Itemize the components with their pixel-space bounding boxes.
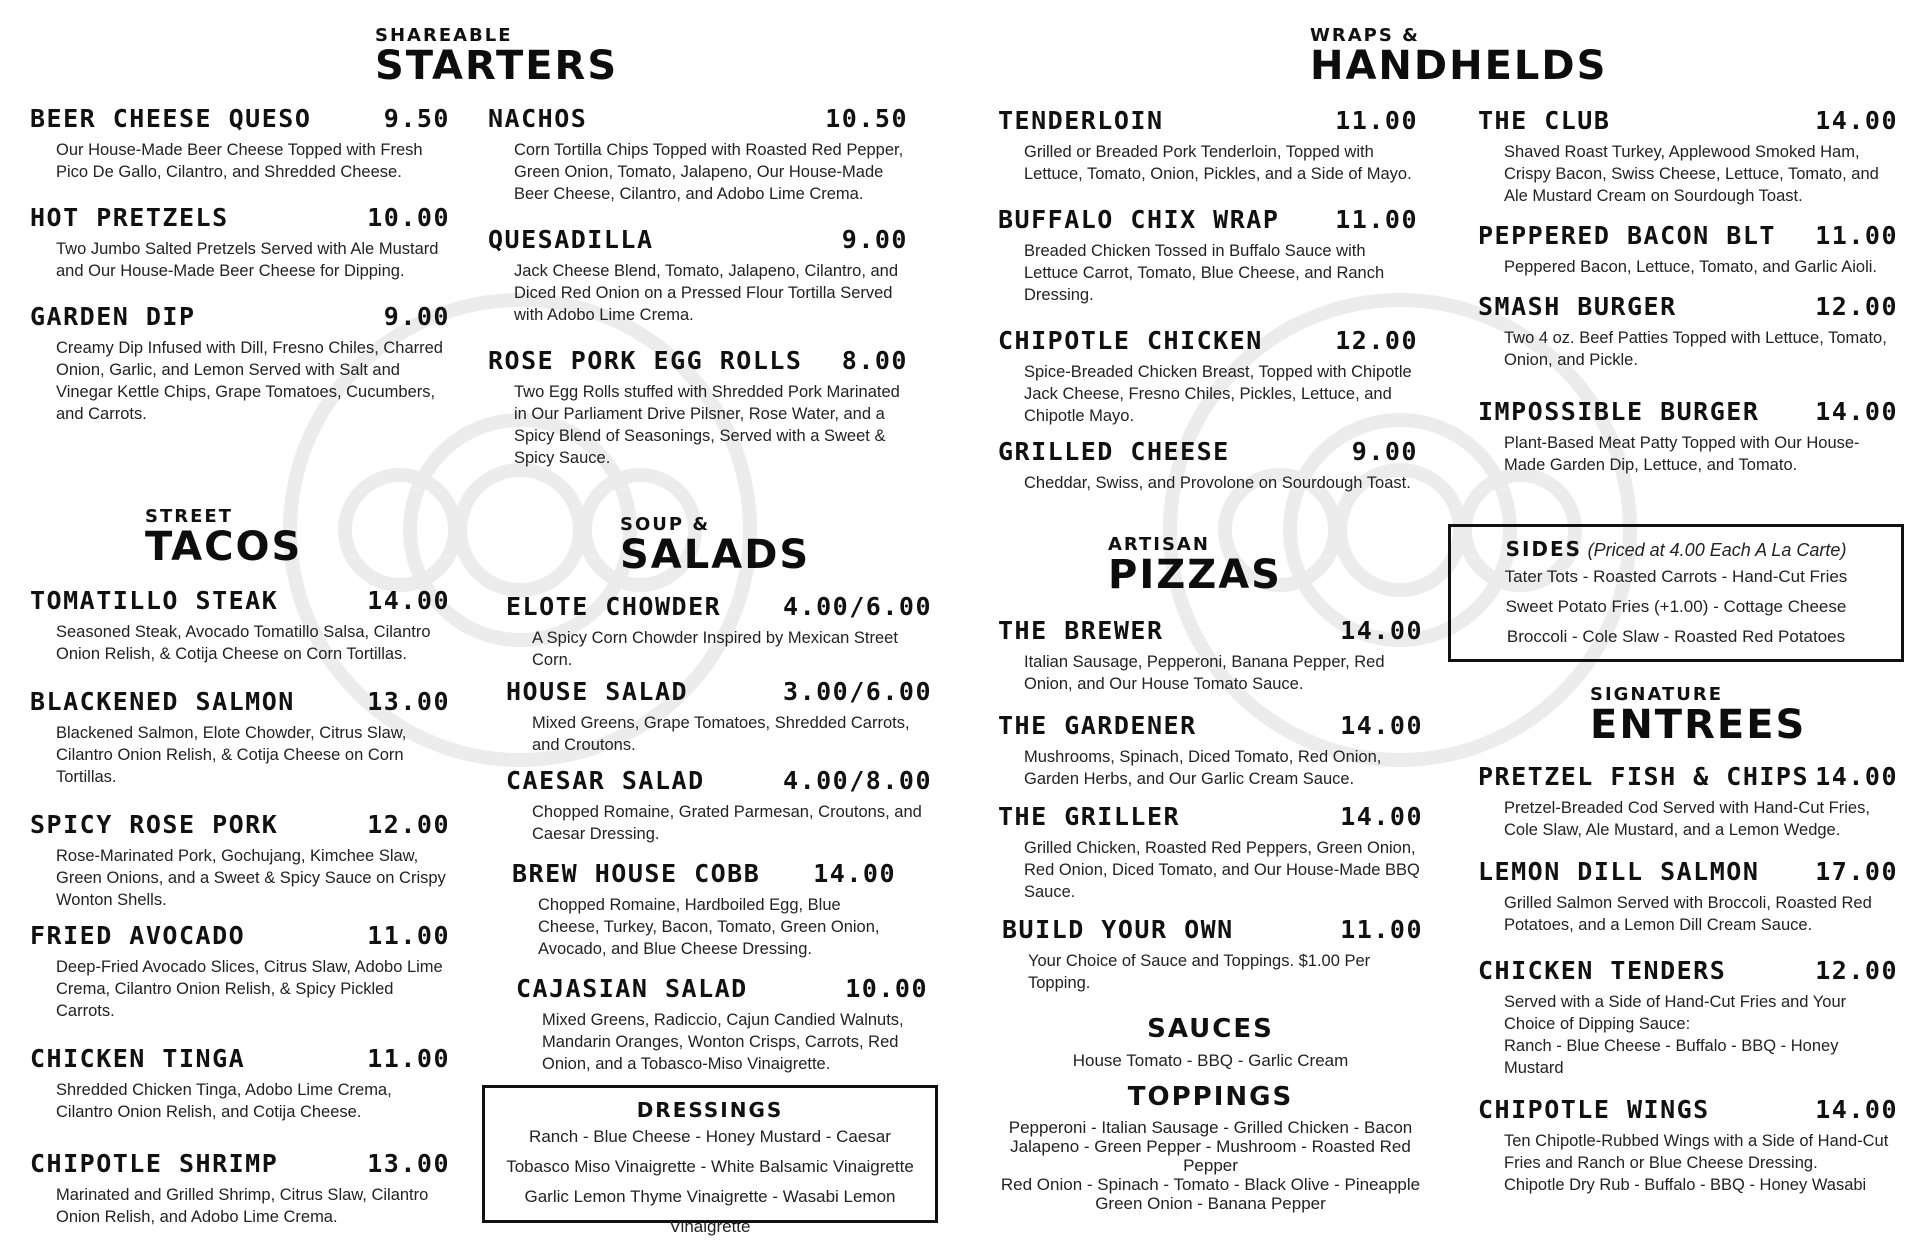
item-name: BLACKENED SALMON: [30, 687, 295, 716]
item-name: PEPPERED BACON BLT: [1478, 221, 1776, 250]
item-price: 14.00: [1340, 711, 1423, 740]
dressings-line: Garlic Lemon Thyme Vinaigrette - Wasabi Lemon Vinaigrette: [524, 1187, 896, 1236]
item-name: HOT PRETZELS: [30, 203, 229, 232]
item-name: ELOTE CHOWDER: [506, 592, 722, 621]
toppings-title: TOPPINGS: [1127, 1082, 1294, 1112]
item-name: BUFFALO CHIX WRAP: [998, 205, 1280, 234]
item-description: Our House-Made Beer Cheese Topped with Fresh Pico De Gallo, Cilantro, and Shredded Cheese.: [56, 141, 423, 181]
menu-item: [998, 437, 1418, 494]
item-price: 11.00: [1335, 106, 1418, 135]
item-description: Shredded Chicken Tinga, Adobo Lime Crema, Cilantro Onion Relish, and Cotija Cheese.: [56, 1081, 392, 1121]
item-description: Grilled Chicken, Roasted Red Peppers, Green Onion, Red Onion, Diced Tomato, and Our House-Made BBQ Sauce.: [1024, 839, 1420, 901]
menu-item: [998, 205, 1418, 306]
sauces-list: House Tomato - BBQ - Garlic Cream: [1072, 1051, 1349, 1070]
menu-item: [30, 302, 450, 425]
starters-right-column: [488, 104, 908, 489]
menu-item: [30, 810, 450, 911]
item-description: Chopped Romaine, Hardboiled Egg, Blue Cheese, Turkey, Bacon, Tomato, Green Onion, Avocado, and Blue Cheese Dressing.: [538, 896, 880, 958]
item-price: 10.00: [845, 974, 928, 1003]
item-name: GRILLED CHEESE: [998, 437, 1230, 466]
item-price: 14.00: [1340, 616, 1423, 645]
menu-item: [30, 203, 450, 282]
sides-line: Tater Tots - Roasted Carrots - Hand-Cut Fries: [1504, 567, 1848, 586]
item-name: TOMATILLO STEAK: [30, 586, 279, 615]
salads-subtitle: SOUP &: [620, 514, 711, 535]
tacos-header: [145, 506, 345, 570]
item-description: Grilled or Breaded Pork Tenderloin, Topped with Lettuce, Tomato, Onion, Pickles, and a Side of Mayo.: [1024, 143, 1412, 183]
menu-item: [488, 346, 908, 469]
item-price: 11.00: [367, 1044, 450, 1073]
entrees-header: [1590, 684, 1830, 748]
item-description: Italian Sausage, Pepperoni, Banana Pepper, Red Onion, and Our House Tomato Sauce.: [1024, 653, 1385, 693]
item-name: TENDERLOIN: [998, 106, 1164, 135]
item-price: 14.00: [1815, 1095, 1898, 1124]
item-description: Ten Chipotle-Rubbed Wings with a Side of Hand-Cut Fries and Ranch or Blue Cheese Dressing.: [1504, 1132, 1889, 1172]
item-name: QUESADILLA: [488, 225, 654, 254]
menu-item: [30, 921, 450, 1022]
item-name: PRETZEL FISH & CHIPS: [1478, 762, 1810, 791]
item-name: NACHOS: [488, 104, 588, 133]
entrees-column: [1478, 762, 1898, 1216]
sauces-title: SAUCES: [1147, 1014, 1274, 1044]
item-price: 9.00: [383, 302, 450, 331]
item-price: 9.50: [383, 104, 450, 133]
handhelds-right-column: [1478, 106, 1898, 496]
item-name: FRIED AVOCADO: [30, 921, 246, 950]
tacos-title: TACOS: [145, 524, 303, 570]
item-price: 10.00: [367, 203, 450, 232]
menu-item: [488, 104, 908, 205]
menu-item: [506, 677, 932, 756]
item-name: IMPOSSIBLE BURGER: [1478, 397, 1760, 426]
tacos-column: [30, 586, 450, 1248]
item-price: 14.00: [1815, 106, 1898, 135]
item-price: 8.00: [841, 346, 908, 375]
menu-item: [30, 1044, 450, 1123]
sides-note: (Priced at 4.00 Each A La Carte): [1587, 540, 1847, 560]
item-description: Mixed Greens, Grape Tomatoes, Shredded Carrots, and Croutons.: [532, 714, 910, 754]
item-description: Breaded Chicken Tossed in Buffalo Sauce with Lettuce Carrot, Tomato, Blue Cheese, and Ranch Dressing.: [1024, 242, 1385, 304]
item-name: HOUSE SALAD: [506, 677, 689, 706]
salads-column: [506, 592, 932, 1095]
item-description: Plant-Based Meat Patty Topped with Our House-Made Garden Dip, Lettuce, and Tomato.: [1504, 434, 1860, 474]
item-price: 11.00: [367, 921, 450, 950]
sides-box: [1448, 524, 1904, 662]
item-description: Grilled Salmon Served with Broccoli, Roasted Red Potatoes, and a Lemon Dill Cream Sauce.: [1504, 894, 1872, 934]
item-name: CHIPOTLE SHRIMP: [30, 1149, 279, 1178]
item-price: 12.00: [1815, 292, 1898, 321]
toppings-line: Jalapeno - Green Pepper - Mushroom - Roasted Red Pepper: [1010, 1137, 1411, 1175]
item-description: Your Choice of Sauce and Toppings. $1.00 Per Topping.: [1028, 952, 1371, 992]
item-name: THE CLUB: [1478, 106, 1611, 135]
item-description: Pretzel-Breaded Cod Served with Hand-Cut Fries, Cole Slaw, Ale Mustard, and a Lemon Wedge.: [1504, 799, 1870, 839]
sides-heading: [1451, 537, 1901, 562]
menu-item: [1478, 762, 1898, 841]
handhelds-header: [1310, 25, 1610, 89]
item-price: 13.00: [367, 1149, 450, 1178]
item-name: SPICY ROSE PORK: [30, 810, 279, 839]
item-name: GARDEN DIP: [30, 302, 196, 331]
handhelds-title: HANDHELDS: [1310, 43, 1608, 89]
menu-item: [30, 687, 450, 788]
item-description: Rose-Marinated Pork, Gochujang, Kimchee Slaw, Green Onions, and a Sweet & Spicy Sauce on Crispy Wonton Shells.: [56, 847, 446, 909]
entrees-subtitle: SIGNATURE: [1590, 684, 1724, 705]
menu-item: [998, 326, 1418, 427]
handhelds-left-column: [998, 106, 1418, 514]
pizzas-title: PIZZAS: [1108, 552, 1282, 598]
dressings-line: Tobasco Miso Vinaigrette - White Balsamic Vinaigrette: [506, 1157, 914, 1176]
item-price: 14.00: [1815, 397, 1898, 426]
item-description: Chopped Romaine, Grated Parmesan, Croutons, and Caesar Dressing.: [532, 803, 922, 843]
dressings-title: DRESSINGS: [636, 1098, 784, 1122]
item-name: LEMON DILL SALMON: [1478, 857, 1760, 886]
menu-item: [506, 766, 932, 845]
item-price: 12.00: [367, 810, 450, 839]
item-name: BUILD YOUR OWN: [1002, 915, 1234, 944]
entrees-title: ENTREES: [1590, 702, 1807, 748]
item-price: 13.00: [367, 687, 450, 716]
item-price: 11.00: [1815, 221, 1898, 250]
menu-item: [1478, 956, 1898, 1079]
menu-item: [998, 616, 1423, 695]
menu-item: [30, 586, 450, 665]
item-price: 9.00: [841, 225, 908, 254]
item-options: Ranch - Blue Cheese - Buffalo - BBQ - Honey Mustard: [1504, 1037, 1839, 1077]
tacos-subtitle: STREET: [145, 506, 233, 527]
item-price: 11.00: [1335, 205, 1418, 234]
menu-item: [30, 104, 450, 183]
menu-item: [488, 225, 908, 326]
pizzas-column: [998, 616, 1423, 1213]
dressings-line: Ranch - Blue Cheese - Honey Mustard - Caesar: [529, 1127, 891, 1146]
handhelds-subtitle: WRAPS &: [1310, 25, 1420, 46]
item-price: 14.00: [1340, 802, 1423, 831]
item-price: 3.00/6.00: [783, 677, 932, 706]
item-name: ROSE PORK EGG ROLLS: [488, 346, 803, 375]
toppings-line: Pepperoni - Italian Sausage - Grilled Chicken - Bacon: [1008, 1118, 1413, 1137]
item-name: CHIPOTLE CHICKEN: [998, 326, 1263, 355]
salads-title: SALADS: [620, 532, 811, 578]
menu-item: [1478, 857, 1898, 936]
sides-line: Broccoli - Cole Slaw - Roasted Red Potatoes: [1506, 627, 1846, 646]
item-name: CAESAR SALAD: [506, 766, 705, 795]
item-price: 9.00: [1351, 437, 1418, 466]
item-price: 14.00: [1815, 762, 1898, 791]
item-description: Mixed Greens, Radiccio, Cajun Candied Walnuts, Mandarin Oranges, Wonton Crisps, Carrots, Red Onion, and a Tobasco-Miso Vinaigrette.: [542, 1011, 904, 1073]
menu-item: [506, 592, 932, 671]
sides-line: Sweet Potato Fries (+1.00) - Cottage Cheese: [1505, 597, 1847, 616]
item-price: 14.00: [813, 859, 896, 888]
item-description: Peppered Bacon, Lettuce, Tomato, and Garlic Aioli.: [1504, 258, 1878, 276]
item-name: CHIPOTLE WINGS: [1478, 1095, 1710, 1124]
item-description: Creamy Dip Infused with Dill, Fresno Chiles, Charred Onion, Garlic, and Lemon Served with Salt and Vinegar Kettle Chips, Grape Tomatoes, Cucumbers, and Carrots.: [56, 339, 443, 423]
item-name: CAJASIAN SALAD: [516, 974, 748, 1003]
menu-item: [1478, 397, 1898, 476]
item-description: Mushrooms, Spinach, Diced Tomato, Red Onion, Garden Herbs, and Our Garlic Cream Sauce.: [1024, 748, 1382, 788]
pizzas-subtitle: ARTISAN: [1108, 534, 1210, 555]
item-description: Marinated and Grilled Shrimp, Citrus Slaw, Cilantro Onion Relish, and Adobo Lime Crema.: [56, 1186, 429, 1226]
item-options: Chipotle Dry Rub - Buffalo - BBQ - Honey Wasabi: [1504, 1176, 1867, 1194]
menu-item: [506, 859, 896, 960]
item-description: Corn Tortilla Chips Topped with Roasted Red Pepper, Green Onion, Tomato, Jalapeno, Our House-Made Beer Cheese, Cilantro, and Adobo Lime Crema.: [514, 141, 904, 203]
item-name: CHICKEN TENDERS: [1478, 956, 1727, 985]
item-description: Seasoned Steak, Avocado Tomatillo Salsa, Cilantro Onion Relish, & Cotija Cheese on Corn Tortillas.: [56, 623, 431, 663]
item-description: Deep-Fried Avocado Slices, Citrus Slaw, Adobo Lime Crema, Cilantro Onion Relish, & Spicy Pickled Carrots.: [56, 958, 443, 1020]
menu-item: [1478, 292, 1898, 371]
salads-header: [620, 514, 820, 578]
item-description: Shaved Roast Turkey, Applewood Smoked Ham, Crispy Bacon, Swiss Cheese, Lettuce, Tomato, and Ale Mustard Cream on Sourdough Toast.: [1504, 143, 1879, 205]
item-name: BEER CHEESE QUESO: [30, 104, 312, 133]
menu-item: [998, 802, 1423, 903]
item-description: Cheddar, Swiss, and Provolone on Sourdough Toast.: [1024, 474, 1411, 492]
item-name: BREW HOUSE COBB: [512, 859, 761, 888]
menu-item: [506, 974, 928, 1075]
menu-item: [1478, 221, 1898, 278]
toppings-list: [998, 1118, 1423, 1213]
item-price: 10.50: [825, 104, 908, 133]
sides-title: SIDES: [1505, 537, 1583, 561]
item-description: Jack Cheese Blend, Tomato, Jalapeno, Cilantro, and Diced Red Onion on a Pressed Flour Tortilla Served with Adobo Lime Crema.: [514, 262, 899, 324]
item-description: Two Egg Rolls stuffed with Shredded Pork Marinated in Our Parliament Drive Pilsner, Rose Water, and a Spicy Blend of Seasonings, Served with a Sweet & Spicy Sauce.: [514, 383, 900, 467]
menu-item: [30, 1149, 450, 1228]
item-name: CHICKEN TINGA: [30, 1044, 246, 1073]
item-description: Spice-Breaded Chicken Breast, Topped with Chipotle Jack Cheese, Fresno Chiles, Pickles, Lettuce, and Chipotle Mayo.: [1024, 363, 1412, 425]
item-price: 12.00: [1335, 326, 1418, 355]
pizzas-header: [1108, 534, 1308, 598]
item-name: SMASH BURGER: [1478, 292, 1677, 321]
item-description: Two Jumbo Salted Pretzels Served with Ale Mustard and Our House-Made Beer Cheese for Dipping.: [56, 240, 439, 280]
item-price: 4.00/6.00: [783, 592, 932, 621]
item-name: THE BREWER: [998, 616, 1164, 645]
item-description: Blackened Salmon, Elote Chowder, Citrus Slaw, Cilantro Onion Relish, & Cotija Cheese on Corn Tortillas.: [56, 724, 407, 786]
item-description: Two 4 oz. Beef Patties Topped with Lettuce, Tomato, Onion, and Pickle.: [1504, 329, 1887, 369]
item-price: 12.00: [1815, 956, 1898, 985]
dressings-box: [482, 1085, 938, 1236]
item-price: 17.00: [1815, 857, 1898, 886]
item-price: 11.00: [1340, 915, 1423, 944]
starters-left-column: [30, 104, 450, 445]
starters-title: STARTERS: [375, 43, 619, 89]
menu-item: [998, 106, 1418, 185]
menu-item: [1478, 106, 1898, 207]
toppings-line: Red Onion - Spinach - Tomato - Black Olive - Pineapple: [1000, 1175, 1421, 1194]
toppings-line: Green Onion - Banana Pepper: [1095, 1194, 1326, 1213]
menu-item: [1478, 1095, 1898, 1196]
menu-item: [998, 711, 1423, 790]
menu-item: [998, 915, 1423, 994]
item-name: THE GRILLER: [998, 802, 1181, 831]
starters-subtitle: SHAREABLE: [375, 25, 513, 46]
item-description: A Spicy Corn Chowder Inspired by Mexican Street Corn.: [532, 629, 898, 669]
item-name: THE GARDENER: [998, 711, 1197, 740]
item-description: Served with a Side of Hand-Cut Fries and Your Choice of Dipping Sauce:: [1504, 993, 1847, 1033]
item-price: 4.00/8.00: [783, 766, 932, 795]
starters-header: [375, 25, 619, 89]
item-price: 14.00: [367, 586, 450, 615]
